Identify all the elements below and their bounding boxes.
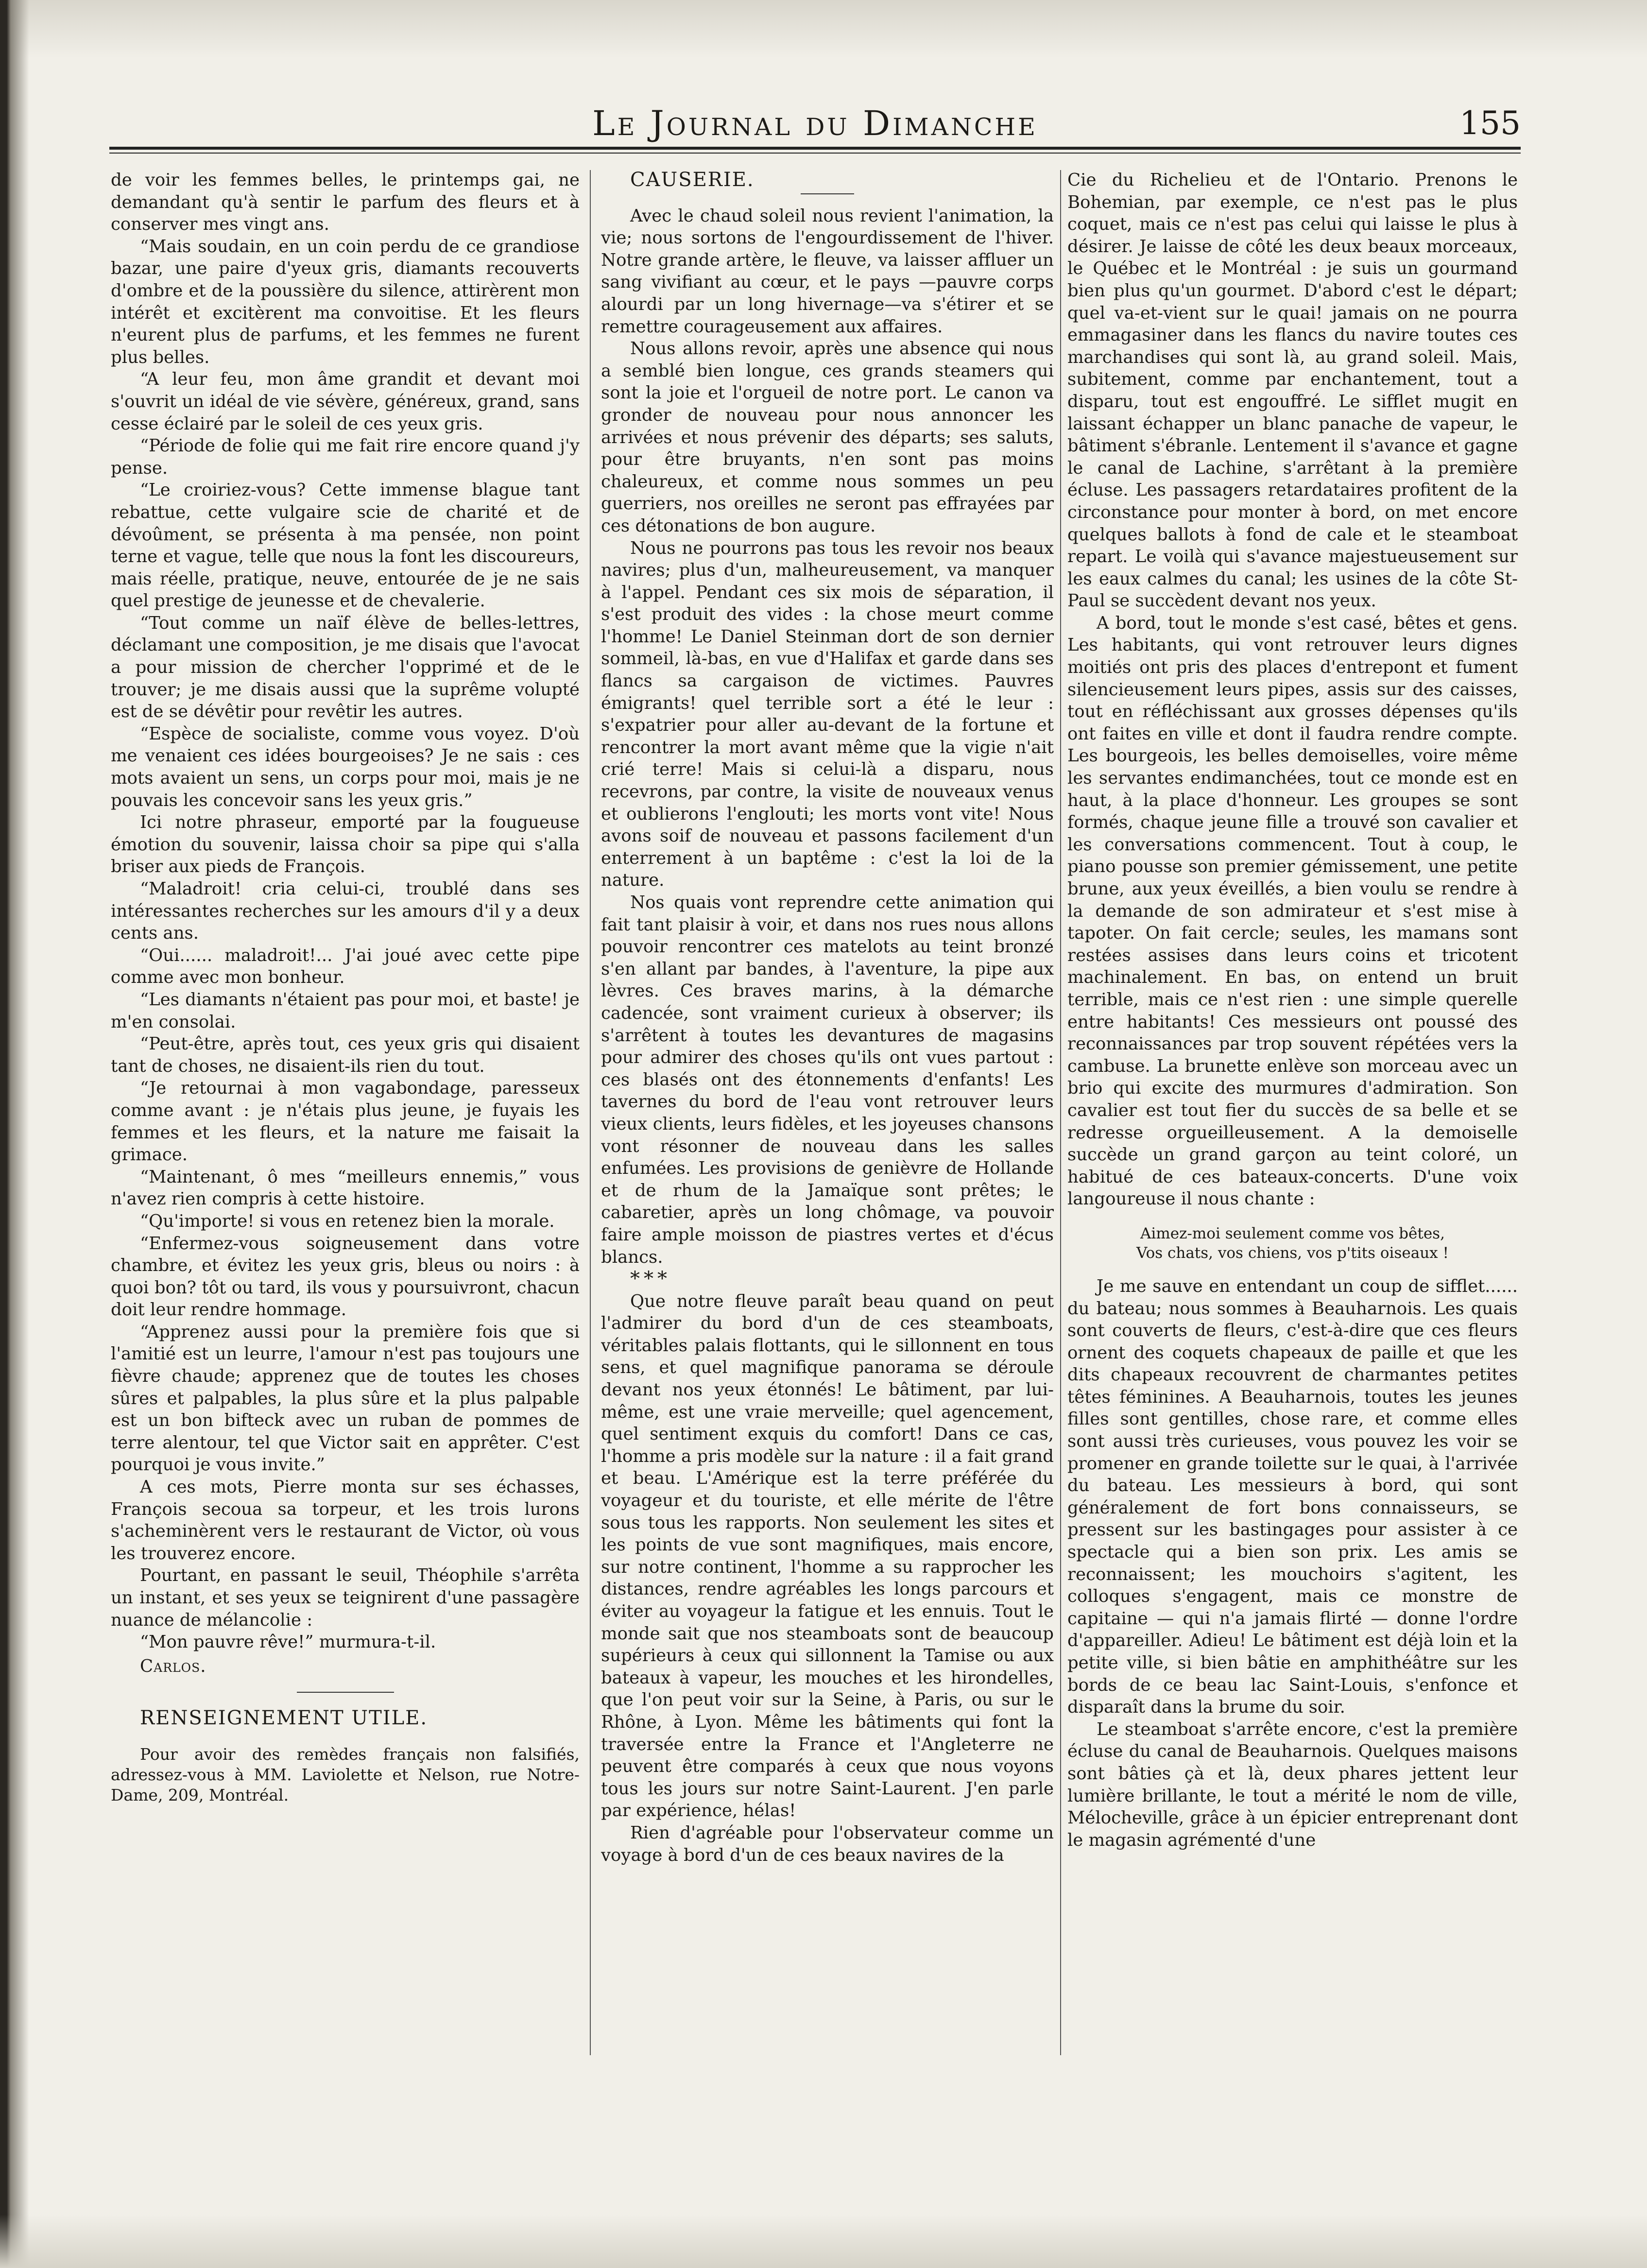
- title-underline: [801, 193, 854, 194]
- paragraph: “Peut-être, après tout, ces yeux gris qui disaient tant de choses, ne disaient-ils rien du tout.: [111, 1034, 580, 1076]
- paragraph: Pourtant, en passant le seuil, Théophile s'arrêta un instant, et ses yeux se teignirent d'une passagère nuance de mélancolie :: [111, 1565, 580, 1630]
- paragraph: Ici notre phraseur, emporté par la fougueuse émotion du souvenir, laissa choir sa pipe qui s'alla briser aux pieds de François.: [111, 812, 580, 877]
- song-verse: [1067, 1224, 1518, 1263]
- paragraph: “Oui...... maladroit!... J'ai joué avec cette pipe comme avec mon bonheur.: [111, 945, 580, 988]
- section-title-causerie: CAUSERIE.: [630, 169, 755, 191]
- paragraph: Le steamboat s'arrête encore, c'est la première écluse du canal de Beauharnois. Quelques maisons sont bâties çà et là, deux phares jettent leur lumière brillante, le tout a mérité le nom de ville, Mélocheville, grâce à un épicier entreprenant dont le magasin agrémenté d'une: [1067, 1719, 1518, 1850]
- page-edge-bottom: [0, 2215, 1647, 2268]
- paragraph: “A leur feu, mon âme grandit et devant moi s'ouvrit un idéal de vie sévère, généreux, grand, sans cesse éclairé par le soleil de ces yeux gris.: [111, 369, 580, 434]
- author-signature: Carlos.: [140, 1656, 206, 1676]
- page-edge-left: [0, 0, 29, 2268]
- header-rule-thin: [109, 153, 1521, 154]
- paragraph: Que notre fleuve paraît beau quand on peut l'admirer du bord d'un de ces steamboats, véritables palais flottants, qui le sillonnent en tous sens, et quel magnifique panorama se déroule devant nos yeux étonnés! Le bâtiment, par lui-même, est une vraie merveille; quel agencement, quel sentiment exquis du comfort! Dans ce cas, l'homme a pris modèle sur la nature : il a fait grand et beau. L'Amérique est la terre préférée du voyageur et du touriste, et elle mérite de l'être sous tous les rapports. Non seulement les sites et les points de vue sont magnifiques, mais encore, sur notre continent, l'homme a su rapprocher les distances, rendre agréables les longs parcours et éviter au voyageur la fatigue et les ennuis. Tout le monde sait que nos steamboats sont de beaucoup supérieurs à ceux qui sillonnent la Tamise ou aux bateaux à vapeur, les mouches et les hirondelles, que l'on peut voir sur la Seine, à Paris, ou sur le Rhône, à Lyon. Même les bâtiments qui font la traversée entre la France et l'Angleterre ne peuvent être comparés à ceux que nous voyons tous les jours sur notre Saint-Laurent. J'en parle par expérience, hélas!: [601, 1291, 1054, 1821]
- paragraph: Nous ne pourrons pas tous les revoir nos beaux navires; plus d'un, malheureusement, va manquer à l'appel. Pendant ces six mois de séparation, il s'est produit des vides : la chose meurt comme l'homme! Le Daniel Steinman dort de son dernier sommeil, là-bas, en vue d'Halifax et garde dans ses flancs sa cargaison de victimes. Pauvres émigrants! quel terrible sort a été le leur : s'expatrier pour aller au-devant de la fortune et rencontrer la mort avant même que la vigie n'ait crié terre! Mais si celui-là a disparu, nous recevrons, par contre, la visite de nouveaux venus et oublierons l'englouti; les morts vont vite! Nous avons soif de nouveau et passons facilement d'un enterrement à un baptême : c'est la loi de la nature.: [601, 538, 1054, 891]
- paragraph: “Maladroit! cria celui-ci, troublé dans ses intéressantes recherches sur les amours d'il y a deux cents ans.: [111, 879, 580, 944]
- verse-line: Aimez-moi seulement comme vos bêtes,: [1140, 1224, 1445, 1242]
- paragraph: A bord, tout le monde s'est casé, bêtes et gens. Les habitants, qui vont retrouver leurs dignes moitiés ont pris des places d'entrepont et fument silencieusement leurs pipes, assis sur des caisses, tout en réfléchissant aux grosses dépenses qu'ils ont faites en ville et dont il faudra rendre compte. Les bourgeois, les belles demoiselles, voire même les servantes endimanchées, tout ce monde est en haut, à la place d'honneur. Les groupes se sont formés, chaque jeune fille a trouvé son cavalier et les conversations commencent. Tout à coup, le piano pousse son premier gémissement, une petite brune, aux yeux éveillés, a bien voulu se rendre à la demande de son admirateur et s'est mise à tapoter. On fait cercle; seules, les mamans sont restées assises dans leurs coins et tricotent machinalement. En bas, on entend un bruit terrible, mais ce n'est rien : une simple querelle entre habitants! Ces messieurs ont poussé des reconnaissances par trop souvent répétées vers la cambuse. La brunette enlève son morceau avec un brio qui excite des murmures d'admiration. Son cavalier est tout fier du succès de sa belle et se redresse orgueilleusement. A la demoiselle succède un grand garçon au teint coloré, un habitué de ces bateaux-concerts. D'une voix langoureuse il nous chante :: [1067, 613, 1518, 1209]
- paragraph: Nous allons revoir, après une absence qui nous a semblé bien longue, ces grands steamers qui sont la joie et l'orgueil de notre port. Le canon va gronder de nouveau pour nous annoncer les arrivées et nous prévenir des départs; ses saluts, pour être bruyants, n'en sont pas moins chaleureux, et comme nous sommes un peu guerriers, nos oreilles ne seront pas effrayées par ces détonations de bon augure.: [601, 339, 1054, 536]
- page-edge-top: [0, 0, 1647, 58]
- paragraph: de voir les femmes belles, le printemps gai, ne demandant qu'à sentir le parfum des fleurs et à conserver mes vingt ans.: [111, 170, 580, 235]
- paragraph: “Les diamants n'étaient pas pour moi, et baste! je m'en consolai.: [111, 989, 580, 1032]
- paragraph: A ces mots, Pierre monta sur ses échasses, François secoua sa torpeur, et les trois lurons s'acheminèrent vers le restaurant de Victor, où vous les trouverez encore.: [111, 1477, 580, 1564]
- paragraph: “Mais soudain, en un coin perdu de ce grandiose bazar, une paire d'yeux gris, diamants recouverts d'ombre et de la poussière du silence, attirèrent mon intérêt et excitèrent ma convoitise. Et les fleurs n'eurent plus de parfums, et les femmes ne furent plus belles.: [111, 236, 580, 367]
- paragraph: “Espèce de socialiste, comme vous voyez. D'où me venaient ces idées bourgeoises? Je ne sais : ces mots avaient un sens, un corps pour moi, mais je ne pouvais les concevoir sans les yeux gris.”: [111, 723, 580, 810]
- journal-title: Le Journal du Dimanche: [592, 103, 1038, 143]
- paragraph: “Apprenez aussi pour la première fois que si l'amitié est un leurre, l'amour n'est pas toujours une fièvre chaude; apprenez que de toutes les choses sûres et palpables, la plus sûre et la plus palpable est un bon bifteck avec un ruban de pommes de terre alentour, tel que Victor sait en apprêter. C'est pourquoi je vous invite.”: [111, 1322, 580, 1475]
- paragraph: “Mon pauvre rêve!” murmura-t-il.: [140, 1632, 436, 1652]
- paragraph: “Je retournai à mon vagabondage, paresseux comme avant : je n'étais plus jeune, je fuyais les femmes et les fleurs, et la nature me faisait la grimace.: [111, 1078, 580, 1165]
- paragraph: “Le croiriez-vous? Cette immense blague tant rebattue, cette vulgaire scie de charité et de dévoûment, se présenta à ma pensée, non point terne et vague, telle que nous la font les discoureurs, mais réelle, pratique, neuve, entourée de je ne sais quel prestige de jeunesse et de chevalerie.: [111, 480, 580, 611]
- page-number: 155: [1459, 104, 1521, 142]
- section-divider: [297, 1692, 394, 1693]
- column-left: [111, 169, 580, 2171]
- section-title-renseignement: RENSEIGNEMENT UTILE.: [140, 1707, 428, 1730]
- paragraph: Rien d'agréable pour l'observateur comme un voyage à bord d'un de ces beaux navires de la: [601, 1822, 1054, 1865]
- verse-line: Vos chats, vos chiens, vos p'tits oiseaux !: [1136, 1244, 1449, 1262]
- column-divider: [590, 170, 591, 2055]
- masthead: [109, 100, 1521, 143]
- notice-text: Pour avoir des remèdes français non falsifiés, adressez-vous à MM. Laviolette et Nelson, rue Notre-Dame, 209, Montréal.: [111, 1744, 580, 1804]
- column-right: [1067, 169, 1518, 2171]
- paragraph: “Enfermez-vous soigneusement dans votre chambre, et évitez les yeux gris, bleus ou noirs : à quoi bon? tôt ou tard, ils vous y poursuivront, chacun doit leur rendre hommage.: [111, 1233, 580, 1320]
- paragraph: Cie du Richelieu et de l'Ontario. Prenons le Bohemian, par exemple, ce n'est pas le plus coquet, mais ce n'est pas celui qui laisse le plus à désirer. Je laisse de côté les deux beaux morceaux, le Québec et le Montréal : je suis un gourmand bien plus qu'un gourmet. D'abord c'est le départ; quel va-et-vient sur le quai! jamais on ne pourra emmagasiner dans les flancs du navire toutes ces marchandises qui sont là, au grand soleil. Mais, subitement, comme par enchantement, tout a disparu, tout est engouffré. Le sifflet mugit en laissant échapper un blanc panache de vapeur, le bâtiment s'ébranle. Lentement il s'avance et gagne le canal de Lachine, s'arrêtant à la première écluse. Les passagers retardataires profitent de la circonstance pour monter à bord, on met encore quelques ballots à fond de cale et le steamboat repart. Le voilà qui s'avance majestueusement sur les eaux calmes du canal; les usines de la côte St-Paul se succèdent devant nos yeux.: [1067, 170, 1518, 611]
- paragraph: “Tout comme un naïf élève de belles-lettres, déclamant une composition, je me disais que l'avocat a pour mission de chercher l'opprimé et de le trouver; je me disais aussi que la suprême volupté est de se dévêtir pour revêtir les autres.: [111, 613, 580, 722]
- column-middle: [601, 169, 1054, 2171]
- paragraph: “Période de folie qui me fait rire encore quand j'y pense.: [111, 436, 580, 478]
- paragraph: Avec le chaud soleil nous revient l'animation, la vie; nous sortons de l'engourdissement de l'hiver. Notre grande artère, le fleuve, va laisser affluer un sang vivifiant au cœur, et le pays —pauvre corps alourdi par un long hivernage—va s'étirer et se remettre courageusement aux affaires.: [601, 206, 1054, 337]
- column-divider: [1060, 170, 1061, 2055]
- asterism-separator: * * *: [630, 1268, 667, 1290]
- paragraph: “Qu'importe! si vous en retenez bien la morale.: [140, 1211, 555, 1231]
- paragraph: Je me sauve en entendant un coup de sifflet...... du bateau; nous sommes à Beauharnois. Les quais sont couverts de fleurs, c'est-à-dire que ces fleurs ornent des coquets chapeaux de paille et que les dits chapeaux recouvrent de charmantes petites têtes féminines. A Beauharnois, toutes les jeunes filles sont gentilles, chose rare, et comme elles sont aussi très curieuses, vous pouvez les voir se promener en grande toilette sur le quai, à l'arrivée du bateau. Les messieurs à bord, qui sont généralement de fort bons connaisseurs, se pressent sur les bastingages pour assister à ce spectacle qui a bien son prix. Les amis se reconnaissent; les mouchoirs s'agitent, les colloques s'engagent, mais ce monstre de capitaine — qui n'a jamais flirté — donne l'ordre d'appareiller. Adieu! Le bâtiment est déjà loin et la petite ville, si bien bâtie en amphithéâtre sur les bords de ce beau lac Saint-Louis, s'enfonce et disparaît dans la brume du soir.: [1067, 1276, 1518, 1718]
- paragraph: “Maintenant, ô mes “meilleurs ennemis,” vous n'avez rien compris à cette histoire.: [111, 1167, 580, 1209]
- paragraph: Nos quais vont reprendre cette animation qui fait tant plaisir à voir, et dans nos rues nous allons pouvoir rencontrer ces matelots au teint bronzé s'en allant par bandes, à l'aventure, la pipe aux lèvres. Ces braves marins, à la démarche cadencée, sont vraiment curieux à observer; ils s'arrêtent à toutes les devantures de magasins pour admirer des choses qu'ils ont vues partout : ces blasés ont des étonnements d'enfants! Les tavernes du bord de l'eau vont retrouver leurs vieux clients, leurs fidèles, et les joyeuses chansons vont résonner de nouveau dans les salles enfumées. Les provisions de genièvre de Hollande et de rhum de la Jamaïque sont prêtes; le cabaretier, après un long chômage, va pouvoir faire ample moisson de piastres vertes et d'écus blancs.: [601, 893, 1054, 1267]
- header-rule-thick: [109, 147, 1521, 150]
